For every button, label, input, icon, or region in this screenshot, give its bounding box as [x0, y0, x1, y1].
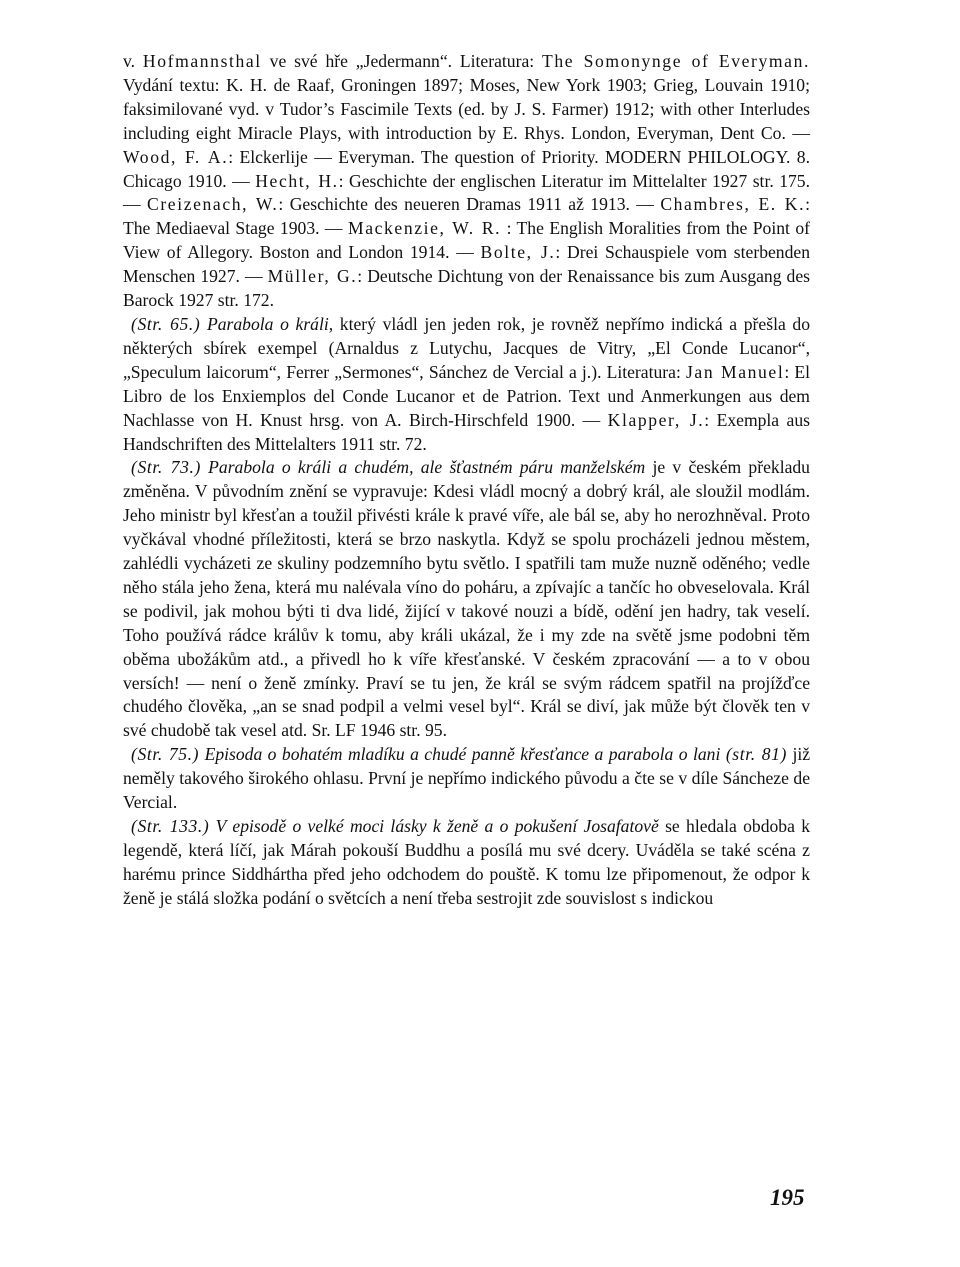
text-run: : El Libro de los Enxiemplos del Conde Lucanor et de Patrion. Text und Anmerkungen aus dem Nachlasse von H. Knust hrsg. von A. Birch-Hirschfeld 1900. — — [123, 361, 810, 430]
author-name: Hofmannsthal — [142, 51, 262, 71]
text-run: již neměly takového širokého ohlasu. První je nepřímo indického původu a čte se v díle Sáncheze de Vercial. — [123, 744, 811, 813]
page-reference: (Str. 65.) — [131, 313, 201, 334]
work-title: The Somonynge of Everyman. — [542, 51, 810, 71]
text-run: : Geschichte des neueren Dramas 1911 až 1913. — — [278, 194, 661, 215]
section-title: Episoda o bohatém mladíku a chudé panně křesťance a parabola o lani — [199, 744, 721, 765]
text-run: : Drei Schauspiele vom sterbenden Menschen 1927. — — [123, 242, 810, 287]
text-run: : The English Moralities from the Point of View of Allegory. Boston and London 1914. — — [123, 218, 810, 263]
note-paragraph-str-75 — [123, 743, 810, 815]
page-body — [123, 50, 810, 911]
text-run: v. — [123, 51, 143, 71]
author-name: Müller, G. — [267, 266, 358, 287]
section-title: V episodě o velké moci lásky k ženě a o pokušení Josafatově — [209, 816, 659, 836]
section-title: Parabola o králi a chudém, ale šťastném páru manželském — [200, 457, 646, 478]
text-run: je v českém překladu změněna. V původním znění se vypravuje: Kdesi vládl mocný a dobrý král, ale sloužil modlám. Jeho ministr byl křesťan a toužil přivésti krále k pravé víře, ale bál se, aby ho nerozhněval. Proto vyčkával vhodné příležitosti, která se brzo naskytla. Když se spolu procházeli jednou městem, zahlédli vycházeti ze skuliny podzemního bytu světlo. I spatřili tam muže nuzně oděného; vedle něho stála jeho žena, která mu nalévala víno do poháru, a zpívajíc a tančíc ho obveselovala. Král se podivil, jak mohou býti ti dva lidé, žijící v takové nouzi a bídě, odění jen hadry, tak veselí. Toho používá rádce králův k tomu, aby králi ukázal, že i my zde na světě jsme podobni těm oběma ubožákům atd., a přivedl ho k víře křesťanské. V českém zpracování — a to v obou versích! — není o ženě zmínky. Praví se tu jen, že král se svým rádcem spatřil na projížďce chudého člověka, „an se snad podpil a velmi vesel byl“. Král se diví, jak může být člověk ten v své chudobě tak vesel atd. Sr. LF 1946 str. 95. — [123, 457, 810, 741]
text-run: který vládl jen jeden rok, je rovněž nepřímo indická a přešla do některých sbírek exempel (Arnaldus z Lutychu, Jacques de Vitry, „El Conde Lucanor“, „Speculum laicorum“, Ferrer „Sermones“, Sánchez de Vercial a j.). Literatura: — [123, 313, 810, 382]
text-run: se hledala obdoba k legendě, která líčí, jak Márah pokouší Buddhu a posílá mu své dcery. Uváděla se také scéna z harému prince Siddhártha před jeho odchodem do pouště. K tomu lze připomenout, že odpor k ženě je stálá složka podání o světcích a není třeba sestrojit zde souvislost s indickou — [123, 816, 810, 908]
author-name: Wood, F. A. — [123, 146, 229, 167]
author-name: Jan Manuel — [685, 361, 785, 382]
page-reference: (str. 81) — [725, 744, 787, 765]
note-paragraph-str-65 — [123, 313, 810, 456]
author-name: Bolte, J. — [480, 242, 556, 263]
text-run: : Elckerlije — Everyman. The question of Priority. MODERN PHILOLOGY. 8. Chicago 1910. — — [123, 146, 811, 191]
page-reference: (Str. 73.) — [131, 457, 201, 478]
page-number: 195 — [770, 1185, 805, 1210]
author-name: Chambres, E. K. — [660, 194, 806, 215]
page-reference: (Str. 133.) — [131, 816, 210, 836]
note-paragraph-str-133 — [123, 815, 810, 911]
author-name: Hecht, H. — [255, 170, 339, 191]
text-run: : Deutsche Dichtung von der Renaissance bis zum Ausgang des Barock 1927 str. 172. — [123, 266, 810, 311]
bibliography-paragraph — [123, 50, 810, 313]
text-run: Vydání textu: K. H. de Raaf, Groningen 1897; Moses, New York 1903; Grieg, Louvain 1910; faksimilované vyd. v Tudor’s Fascimile Texts (ed. by J. S. Farmer) 1912; with other Interludes including eight Miracle Plays, with introduction by E. Rhys. London, Everyman, Dent Co. — — [123, 74, 810, 143]
text-run: ve své hře „Jedermann“. Literatura: — [261, 51, 543, 71]
author-name: Creizenach, W. — [147, 194, 279, 215]
author-name: Mackenzie, W. R. — [347, 218, 502, 239]
text-run: : Exempla aus Handschriften des Mittelalters 1911 str. 72. — [123, 409, 810, 454]
page-reference: (Str. 75.) — [131, 744, 200, 765]
text-run: : Geschichte der englischen Literatur im Mittelalter 1927 str. 175. — — [123, 170, 810, 215]
section-title: Parabola o králi, — [200, 313, 334, 334]
author-name: Klapper, J. — [607, 409, 705, 430]
text-run: : The Mediaeval Stage 1903. — — [123, 194, 811, 239]
note-paragraph-str-73 — [123, 456, 810, 743]
